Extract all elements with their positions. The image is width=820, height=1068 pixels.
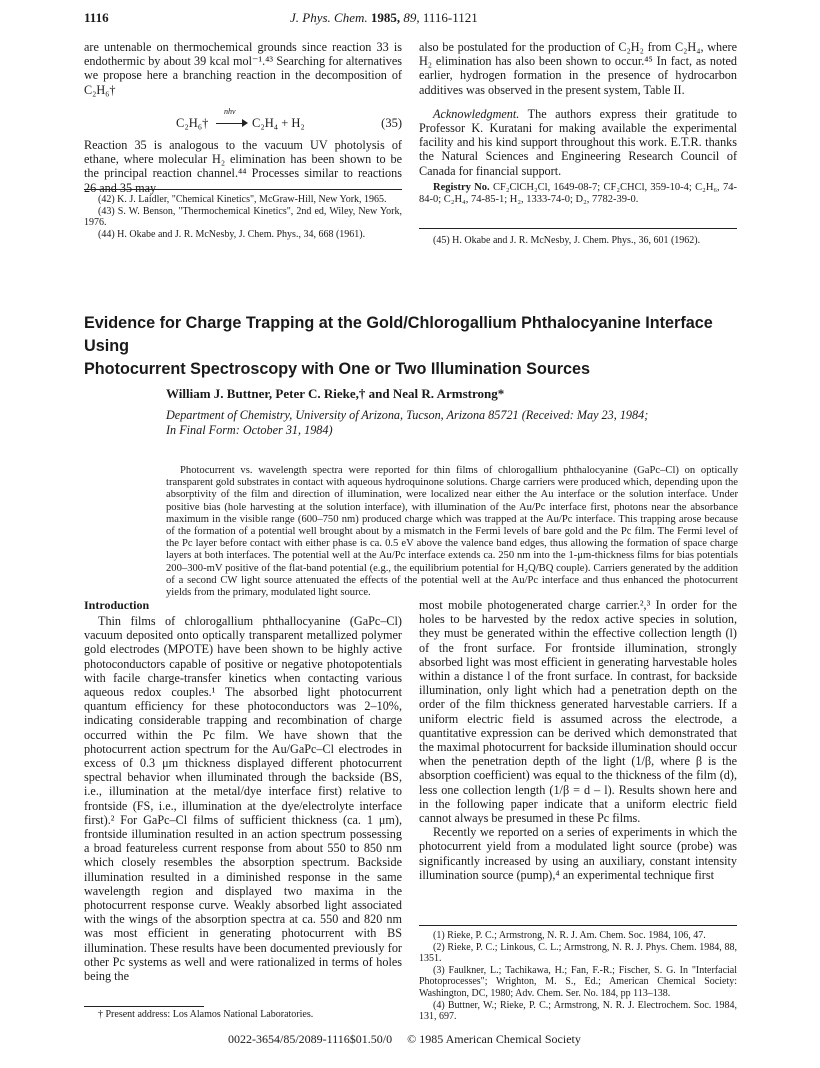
article-title <box>84 312 754 381</box>
footnote-42: (42) K. J. Laidler, "Chemical Kinetics", McGraw-Hill, New York, 1965. <box>98 194 387 205</box>
prev-article-left-text <box>84 40 402 97</box>
equation-lhs: C₂H₆† <box>176 116 209 130</box>
equation-number: (35) <box>381 116 402 130</box>
footer-copyright: © 1985 American Chemical Society <box>407 1032 581 1046</box>
reaction-arrow-head <box>242 119 248 127</box>
abstract-text: Photocurrent vs. wavelength spectra were reported for thin films of chlorogallium phthalocyanine (GaPc–Cl) on optically transparent gold substrates in contact with aqueous hydroquinone solutions. Charge carriers were produced which, depending upon the absorptivity of the film and direction of illumination, were localized near either the Au interface or the solution interface. Under positive bias (hole harvesting at the solution interface), with illumination of the Au/Pc interface first, photons near the absorbance maximum in the visible range (600–750 nm) produced charge which was trapped at the Au/Pc interface. This trapping arose because of the formation of a potential well brought about by a mismatch in the Fermi levels of bare gold and the Pc film. The Fermi level of the Pc layer before contact with either phase is ca. 0.5 eV above the valence band edges, thus allowing the formation of space charge layers at both interfaces. The potential well at the Au/Pc interface extends ca. 250 nm into the 1-μm-thickness films for bias potentials 200–300-mV positive of the flat-band potential (e.g., the equilibrium potential for H₂Q/BQ couple). Carriers generated by the addition of a second CW light source attenuated the effects of the potential well at the Au/Pc interface and thus enhanced the photocurrent yields from the primary, modulated light source. <box>166 465 738 599</box>
footnote-43: (43) S. W. Benson, "Thermochemical Kinetics", 2nd ed, Wiley, New York, 1976. <box>84 205 402 229</box>
reference-2: (2) Rieke, P. C.; Linkous, C. L.; Armstrong, N. R. J. Phys. Chem. 1984, 88, 1351. <box>419 941 737 965</box>
affiliation-line-1: Department of Chemistry, University of Arizona, Tucson, Arizona 85721 (Received: May 23, 1984; <box>166 408 649 422</box>
author-footnote-rule <box>84 1006 204 1007</box>
prev-article-right-text <box>419 40 737 207</box>
page-footer <box>228 1032 668 1047</box>
journal-citation <box>290 10 590 26</box>
reference-4: (4) Buttner, W.; Rieke, P. C.; Armstrong, N. R. J. Electrochem. Soc. 1984, 131, 697. <box>419 999 737 1023</box>
footnote-rule-right <box>419 228 737 229</box>
acknowledgment-text: The authors express their gratitude to Professor K. Kuratani for making available the experimental facility and his kind support throughout this work. E.T.R. thanks the Natural Sciences and Engineering Research Council of Canada for financial support. <box>419 106 738 178</box>
footer-code: 0022-3654/85/2089-1116$01.50/0 <box>228 1032 393 1046</box>
reference-3: (3) Faulkner, L.; Tachikawa, H.; Fan, F.-R.; Fischer, S. G. In "Interfacial Photoprocesses"; Wrighton, M. S., Ed.; American Chemical Society: Washington, DC, 1980; Adv. Chem. Ser. No. 184, pp 113–138. <box>419 964 737 999</box>
author-footnote: † Present address: Los Alamos National Laboratories. <box>98 1009 314 1020</box>
article-abstract <box>166 465 738 599</box>
journal-year: 1985, <box>370 10 401 25</box>
references-rule <box>419 925 737 926</box>
article-title-line-1: Evidence for Charge Trapping at the Gold/Chlorogallium Phthalocyanine Interface Using <box>84 314 713 355</box>
equation-rhs: C₂H₄ + H₂ <box>252 116 305 130</box>
prev-right-footnote <box>419 235 737 247</box>
prev-left-paragraph-2: Reaction 35 is analogous to the vacuum UV photolysis of ethane, where molecular H₂ elimination has been shown to be the principal reaction channel.⁴⁴ Processes similar to reactions 26 and 35 may <box>84 138 402 195</box>
reference-1: (1) Rieke, P. C.; Armstrong, N. R. J. Am. Chem. Soc. 1984, 106, 47. <box>433 930 706 941</box>
prev-article-left-text-2 <box>84 138 402 195</box>
footnote-44: (44) H. Okabe and J. R. McNesby, J. Chem. Phys., 34, 668 (1961). <box>98 228 366 240</box>
acknowledgment-label: Acknowledgment. <box>433 106 520 121</box>
journal-name: J. Phys. Chem. <box>290 10 368 25</box>
intro-right-paragraph-1: most mobile photogenerated charge carrier.²,³ In order for the holes to be harvested by the redox active species in solution, they must be generated within the effective collection length (l) of the front surface. For frontside illumination, strongly absorbed light was most efficient in generating harvestable holes within a distance l of the front surface. In contrast, for backside illumination, only light which had a penetration depth on the order of the film thickness generated harvestable carriers. If a uniform electric field is assumed across the electrode, a quantitative expression can be derived which demonstrated that the maximal photocurrent for backside illumination should occur when the penetration depth of the light (1/β, where β is the absorption coefficient) was equal to the thickness of the film (d), less one collection length (1/β = d – l). Results shown here and in the following paper indicate that a uniform electric field cannot always be presumed in these Pc films. <box>419 598 737 826</box>
affiliation-line-2: In Final Form: October 31, 1984) <box>166 422 333 437</box>
prev-left-paragraph: are untenable on thermochemical grounds since reaction 33 is endothermic by about 39 kcal mol⁻¹.⁴³ Searching for alternatives we propose here a branching reaction in the decomposition of C₂H₆† <box>84 40 402 97</box>
equation-arrow-label: nhν <box>224 107 236 116</box>
page-number: 1116 <box>84 10 109 25</box>
equation-35 <box>176 107 402 134</box>
acknowledgment-paragraph <box>419 107 737 178</box>
article-affiliation <box>166 408 746 437</box>
registry-paragraph <box>419 182 737 207</box>
intro-heading: Introduction <box>84 598 150 612</box>
journal-volume: 89, <box>403 10 420 25</box>
intro-left-paragraph: Thin films of chlorogallium phthallocyanine (GaPc–Cl) vacuum deposited onto optically transparent metallized polymer gold electrodes (MPOTE) have been shown to be highly active photoconductors capable of positive or negative photopotentials with facile charge-transfer kinetics when contacting various aqueous redox couples.¹ The absorbed light photocurrent quantum efficiency for these photoconductors was 2–10%, indicating considerable trapping and recombination of charge occurred within the Pc film. We have shown that the photocurrent action spectrum for the Au/GaPc–Cl electrodes in excess of 0.3 μm thickness displayed different photocurrent spectral behavior when illuminated through the backside (BS, i.e., illumination at the metal/dye interface first) relative to frontside (FS, i.e., illumination at the dye/electrolyte interface first).² For GaPc–Cl films of sufficient thickness (ca. 1 μm), frontside illumination resulted in an action spectrum possessing a broad featureless current response from about 550 to 850 nm which closely resembles the absorption spectrum. Backside illumination resulted in a diminished response in the same wavelength region and displayed two maxima in the photocurrent response curve. Weakly absorbed light associated with the wings of the absorption spectra at ca. 550 and 820 nm was most efficient in generating photocurrent with BS illumination. These results have been documented previously for other Pc systems as well and were rationalized in terms of holes being the <box>84 614 402 984</box>
footnote-45: (45) H. Okabe and J. R. McNesby, J. Chem. Phys., 36, 601 (1962). <box>433 235 701 246</box>
intro-left-column <box>84 614 402 983</box>
prev-right-paragraph: also be postulated for the production of C₂H₂ from C₂H₄, where H₂ elimination has also been shown to occur.⁴⁵ In fact, as noted earlier, hydrogen formation in the presence of hydrocarbon additives was observed in the present system, Table II. <box>419 40 737 97</box>
footnote-rule-left <box>84 189 402 190</box>
article-authors: William J. Buttner, Peter C. Rieke,† and Neal R. Armstrong* <box>166 386 505 401</box>
journal-pages: 1116-1121 <box>422 10 478 25</box>
intro-right-column <box>419 598 737 882</box>
registry-text: CF₂ClCH₂Cl, 1649-08-7; CF₂CHCl, 359-10-4; C₂H₆, 74-84-0; C₂H₄, 74-85-1; H₂, 1333-74-0; D₂, 7782-39-0. <box>419 181 737 206</box>
reference-footnotes <box>419 930 737 1023</box>
registry-label: Registry No. <box>433 181 490 193</box>
prev-left-footnotes <box>84 194 402 240</box>
intro-right-paragraph-2: Recently we reported on a series of experiments in which the photocurrent yield from a modulated light source (probe) was significantly increased by using an auxiliary, constant intensity illumination source (pump),⁴ an experimental technique first <box>419 825 737 882</box>
article-title-line-2: Photocurrent Spectroscopy with One or Two Illumination Sources <box>84 360 591 378</box>
